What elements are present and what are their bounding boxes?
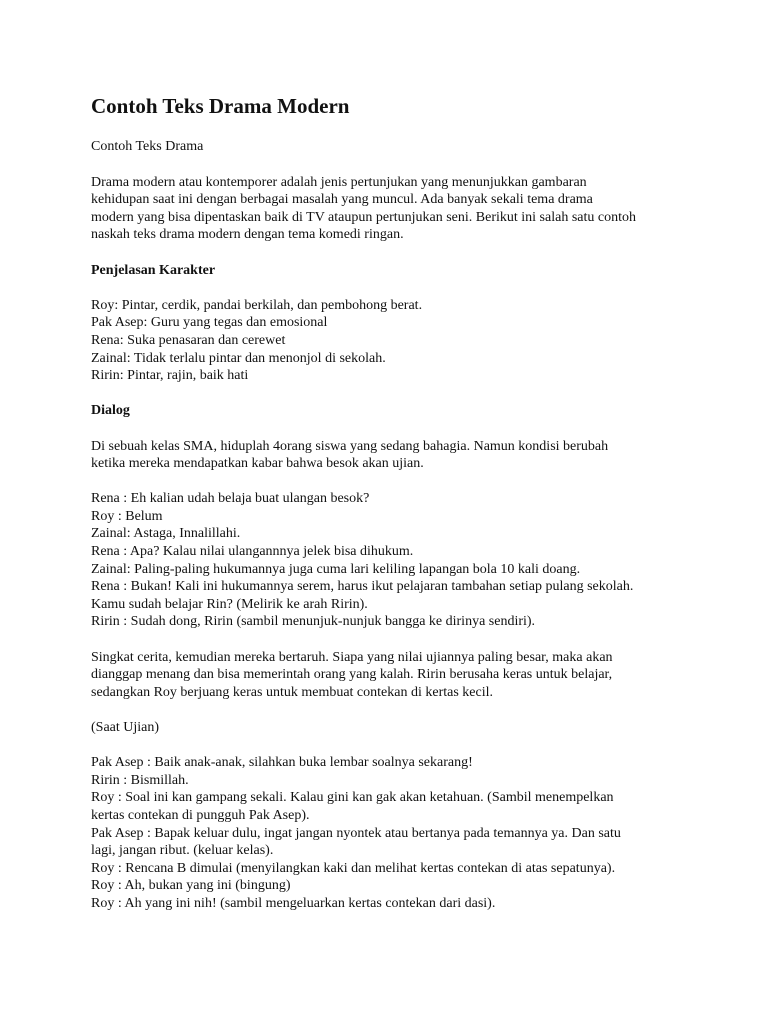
dialog-heading: Dialog — [91, 403, 130, 419]
dialog-line: Zainal: Astaga, Innalillahi. — [91, 526, 241, 542]
character-item: Rena: Suka penasaran dan cerewet — [91, 332, 286, 348]
dialog-line: Zainal: Paling-paling hukumannya juga cuma lari keliling lapangan bola 10 kali doang. — [91, 561, 581, 577]
document-title: Contoh Teks Drama Modern — [91, 94, 350, 118]
scene-note: (Saat Ujian) — [91, 720, 160, 735]
intro-line: Drama modern atau kontemporer adalah jenis pertunjukan yang menunjukkan gambaran — [91, 174, 587, 190]
dialog-line: kertas contekan di pungguh Pak Asep). — [91, 807, 310, 823]
intro-paragraph — [91, 174, 691, 244]
character-item: Ririn: Pintar, rajin, baik hati — [91, 368, 249, 384]
dialog-line: Kamu sudah belajar Rin? (Melirik ke arah Ririn). — [91, 596, 368, 612]
intro-line: kehidupan saat ini dengan berbagai masalah yang muncul. Ada banyak sekali tema drama — [91, 192, 593, 208]
document-subtitle: Contoh Teks Drama — [91, 139, 204, 154]
dialog-section-2 — [91, 754, 691, 912]
dialog-line: Ririn : Sudah dong, Ririn (sambil menunjuk-nunjuk bangga ke dirinya sendiri). — [91, 614, 536, 630]
intro-line: naskah teks drama modern dengan tema komedi ringan. — [91, 227, 404, 243]
dialog-line: lagi, jangan ribut. (keluar kelas). — [91, 843, 274, 859]
characters-list — [91, 297, 691, 385]
dialog-line: Ririn : Bismillah. — [91, 772, 189, 788]
character-item: Pak Asep: Guru yang tegas dan emosional — [91, 315, 328, 331]
dialog-line: Rena : Bukan! Kali ini hukumannya serem, harus ikut pelajaran tambahan setiap pulang sekolah. — [91, 579, 634, 595]
dialog-line: Roy : Ah yang ini nih! (sambil mengeluarkan kertas contekan dari dasi). — [91, 895, 496, 911]
character-item: Roy: Pintar, cerdik, pandai berkilah, dan pembohong berat. — [91, 297, 423, 313]
dialog-section-1 — [91, 490, 691, 631]
dialog-line: Rena : Eh kalian udah belaja buat ulangan besok? — [91, 491, 370, 507]
character-item: Zainal: Tidak terlalu pintar dan menonjol di sekolah. — [91, 350, 386, 366]
setting-paragraph — [91, 438, 691, 473]
dialog-line: Roy : Soal ini kan gampang sekali. Kalau gini kan gak akan ketahuan. (Sambil menempelkan — [91, 790, 614, 806]
characters-heading: Penjelasan Karakter — [91, 262, 216, 278]
dialog-line: Pak Asep : Baik anak-anak, silahkan buka lembar soalnya sekarang! — [91, 755, 473, 771]
dialog-line: Roy : Belum — [91, 508, 163, 524]
dialog-line: Pak Asep : Bapak keluar dulu, ingat jangan nyontek atau bertanya pada temannya ya. Dan satu — [91, 825, 621, 841]
dialog-line: Roy : Rencana B dimulai (menyilangkan kaki dan melihat kertas contekan di atas sepatunya). — [91, 860, 616, 876]
narration-paragraph — [91, 649, 691, 702]
narration-line: Singkat cerita, kemudian mereka bertaruh. Siapa yang nilai ujiannya paling besar, maka akan — [91, 649, 613, 665]
document-body — [91, 92, 691, 913]
narration-line: sedangkan Roy berjuang keras untuk membuat contekan di kertas kecil. — [91, 684, 493, 700]
setting-line: Di sebuah kelas SMA, hiduplah 4orang siswa yang sedang bahagia. Namun kondisi berubah — [91, 438, 609, 454]
dialog-line: Roy : Ah, bukan yang ini (bingung) — [91, 878, 291, 894]
dialog-line: Rena : Apa? Kalau nilai ulangannnya jelek bisa dihukum. — [91, 544, 414, 560]
narration-line: dianggap menang dan bisa memerintah orang yang kalah. Ririn berusaha keras untuk belajar, — [91, 667, 613, 683]
intro-line: modern yang bisa dipentaskan baik di TV ataupun pertunjukan seni. Berikut ini salah satu contoh — [91, 209, 636, 225]
setting-line: ketika mereka mendapatkan kabar bahwa besok akan ujian. — [91, 456, 424, 472]
